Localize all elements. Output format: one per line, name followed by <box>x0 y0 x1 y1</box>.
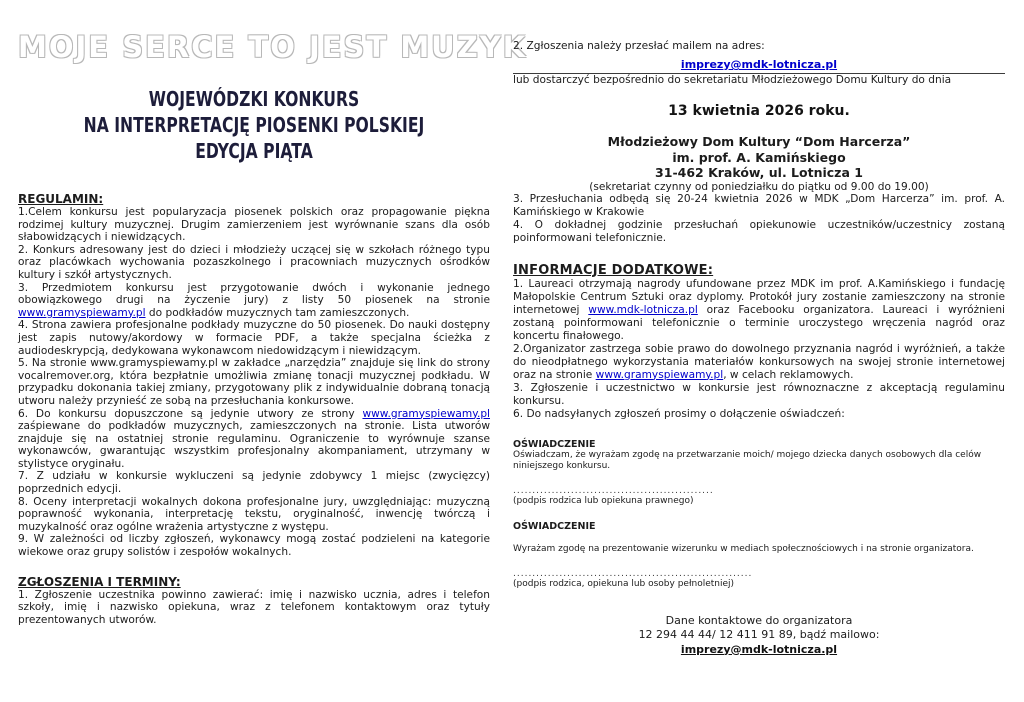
regulamin-item-6-text: 6. Do konkursu dopuszczone są jedynie utwory ze strony <box>18 407 363 420</box>
regulamin-item-3-text-2: do podkładów muzycznych tam zamieszczonych. <box>145 306 410 319</box>
zgloszenia-item-2: 2. Zgłoszenia należy przesłać mailem na adres: <box>513 40 765 52</box>
declaration-1-text: Oświadczam, że wyrażam zgodę na przetwarzanie moich/ mojego dziecka danych osobowych dla celów niniejszego konkursu. <box>513 449 982 471</box>
watermark-title: MOJE SERCE TO JEST MUZYK <box>18 30 528 64</box>
info-item-6: 6. Do nadsyłanych zgłoszeń prosimy o dołączenie oświadczeń: <box>513 407 845 420</box>
info-item-2-text-2: , w celach reklamowych. <box>723 368 854 381</box>
venue-street: 31-462 Kraków, ul. Lotnicza 1 <box>655 165 863 180</box>
declaration-2-heading: OŚWIADCZENIE <box>513 520 596 532</box>
regulamin-item-3-text: 3. Przedmiotem konkursu jest przygotowanie dwóch i wykonanie jednego obowiązkowego drugi na życzenie jury) z listy 50 piosenek na stronie <box>18 281 490 307</box>
gramyspiewamy-link-3[interactable]: www.gramyspiewamy.pl <box>595 368 724 381</box>
info-item-2 <box>513 343 1005 382</box>
regulamin-item-3 <box>18 282 490 320</box>
declaration-section-2 <box>513 521 1005 590</box>
competition-heading-line3: EDYCJA PIĄTA <box>195 139 313 163</box>
info-item-1 <box>513 278 1005 343</box>
regulamin-item-4: 4. Strona zawiera profesjonalne podkłady muzyczne do 50 piosenek. Do nauki dostępny jest zapis nutowy/akordowy w formacie PDF, a także specjalna ścieżka z audiodeskrypcją, dedykowana wykonawcom niedowidzącym i niewidzącym. <box>18 319 490 357</box>
right-column <box>513 40 1005 657</box>
regulamin-item-8: 8. Oceny interpretacji wokalnych dokona profesjonalne jury, uwzględniając: muzyczną poprawność wykonania, interpretację tekstu, oryginalność, inwencję twórczą i muzykalność oraz ogólne wrażenia artystyczne z występu. <box>18 495 490 533</box>
venue-name: Młodzieżowy Dom Kultury “Dom Harcerza” <box>607 134 911 149</box>
declaration-1-heading: OŚWIADCZENIE <box>513 438 596 450</box>
info-item-1-text: 1. Laureaci otrzymają nagrody ufundowane przez MDK im prof. A.Kamińskiego i fundację Małopolskie Centrum Sztuki oraz dyplomy. Protokół jury zostanie zamieszczony na stronie internetowej <box>513 277 1005 316</box>
zgloszenia-item-4: 4. O dokładnej godzinie przesłuchań opiekunowie uczestników/uczestnicy zostaną poinformowani telefonicznie. <box>513 218 1005 244</box>
mdk-lotnicza-link[interactable]: www.mdk-lotnicza.pl <box>588 303 698 316</box>
regulamin-item-5: 5. Na stronie www.gramyspiewamy.pl w zakładce „narzędzia” znajduje się link do strony vocalremover.org, która bezpłatnie umożliwia zmianę tonacji muzycznej podkładu. W przypadku dokonania takiej zmiany, przygotowany plik z indywidualnie dobraną tonacją utworu należy przynieść ze sobą na przesłuchania konkursowe. <box>18 357 490 407</box>
signature-caption-2: (podpis rodzica, opiekuna lub osoby pełnoletniej) <box>513 578 735 589</box>
gramyspiewamy-link-1[interactable]: www.gramyspiewamy.pl <box>18 306 146 319</box>
submission-email-link[interactable]: imprezy@mdk-lotnicza.pl <box>680 58 838 71</box>
regulamin-item-1: 1.Celem konkursu jest popularyzacja piosenek polskich oraz propagowanie piękna rodzimej kultury muzycznej. Drugim zamierzeniem jest wyrównanie szans dla osób słabowidzących i niewidzących. <box>18 206 490 244</box>
signature-line-1: .................................................... <box>513 485 714 496</box>
signature-line-2: .............................................................. <box>513 568 753 579</box>
regulamin-item-6-text-2: zaśpiewane do podkładów muzycznych, zamieszczonych na stronie. Lista utworów znajduje się na ostatniej stronie regulaminu. Ograniczenie to wyrównuje szanse wykonawców, gwarantując wszystkim profesjonalny akompaniament, utrzymany w stylistyce oryginału. <box>18 420 490 470</box>
informacje-heading: INFORMACJE DODATKOWE: <box>513 262 714 278</box>
competition-heading-line2: NA INTERPRETACJĘ PIOSENKI POLSKIEJ <box>83 113 425 137</box>
regulamin-item-7: 7. Z udziału w konkursie wykluczeni są jedynie zdobywcy 1 miejsc (zwycięzcy) poprzednich edycji. <box>18 470 490 496</box>
competition-heading-line1: WOJEWÓDZKI KONKURS <box>148 87 360 111</box>
venue-hours: (sekretariat czynny od poniedziałku do piątku od 9.00 do 19.00) <box>589 180 929 193</box>
declaration-section-1 <box>513 439 1005 507</box>
venue-address <box>513 134 1005 181</box>
zgloszenia-item-1: 1. Zgłoszenie uczestnika powinno zawierać: imię i nazwisko ucznia, adres i telefon szkoły, imię i nazwisko opiekuna, wraz z telefonem kontaktowym oraz tytuły prezentowanych utworów. <box>18 588 490 626</box>
info-item-3: 3. Zgłoszenie i uczestnictwo w konkursie jest równoznaczne z akceptacją regulaminu konkursu. <box>513 381 1005 407</box>
regulamin-item-9: 9. W zależności od liczby zgłoszeń, wykonawcy mogą zostać podzieleni na kategorie wiekowe oraz grupy solistów i zespołów wokalnych. <box>18 533 490 559</box>
info-item-1-text-2: oraz Facebooku organizatora. Laureaci i wyróżnieni zostaną poinformowani telefonicznie o terminie uroczystego wręczenia nagród oraz koncertu finałowego. <box>513 303 1005 342</box>
contact-phones: 12 294 44 44/ 12 411 91 89, bądź mailowo: <box>638 628 880 641</box>
deadline-date: 13 kwietnia 2026 roku. <box>668 103 850 119</box>
declaration-2-text: Wyrażam zgodę na prezentowanie wizerunku w mediach społecznościowych i na stronie organizatora. <box>513 543 974 554</box>
competition-heading <box>18 86 490 164</box>
signature-caption-1: (podpis rodzica lub opiekuna prawnego) <box>513 495 694 506</box>
venue-patron: im. prof. A. Kamińskiego <box>672 149 846 165</box>
zgloszenia-item-2-cont: lub dostarczyć bezpośrednio do sekretariatu Młodzieżowego Domu Kultury do dnia <box>513 74 952 86</box>
regulamin-item-2: 2. Konkurs adresowany jest do dzieci i młodzieży uczącej się w szkołach różnego typu oraz placówkach wychowania pozaszkolnego i pracowniach muzycznych ośrodków kultury i szkół artystycznych. <box>18 243 490 281</box>
zgloszenia-heading: ZGŁOSZENIA I TERMINY: <box>18 574 181 589</box>
gramyspiewamy-link-2[interactable]: www.gramyspiewamy.pl <box>362 407 490 420</box>
contact-block <box>513 614 1005 658</box>
contact-line-1: Dane kontaktowe do organizatora <box>665 613 853 627</box>
submission-email-row <box>513 53 1005 74</box>
info-item-2-text: 2.Organizator zastrzega sobie prawo do dowolnego przyznania nagród i wyróżnień, a także do nieodpłatnego wykorzystania materiałów konkursowych na swojej stronie internetowej oraz na stronie <box>513 342 1005 381</box>
left-column <box>18 30 528 626</box>
regulamin-item-6 <box>18 408 490 471</box>
regulamin-heading: REGULAMIN: <box>18 192 104 206</box>
contact-email-link[interactable]: imprezy@mdk-lotnicza.pl <box>680 642 838 656</box>
zgloszenia-item-3: 3. Przesłuchania odbędą się 20-24 kwietnia 2026 w MDK „Dom Harcerza” im. prof. A. Kamińskiego w Krakowie <box>513 192 1005 218</box>
